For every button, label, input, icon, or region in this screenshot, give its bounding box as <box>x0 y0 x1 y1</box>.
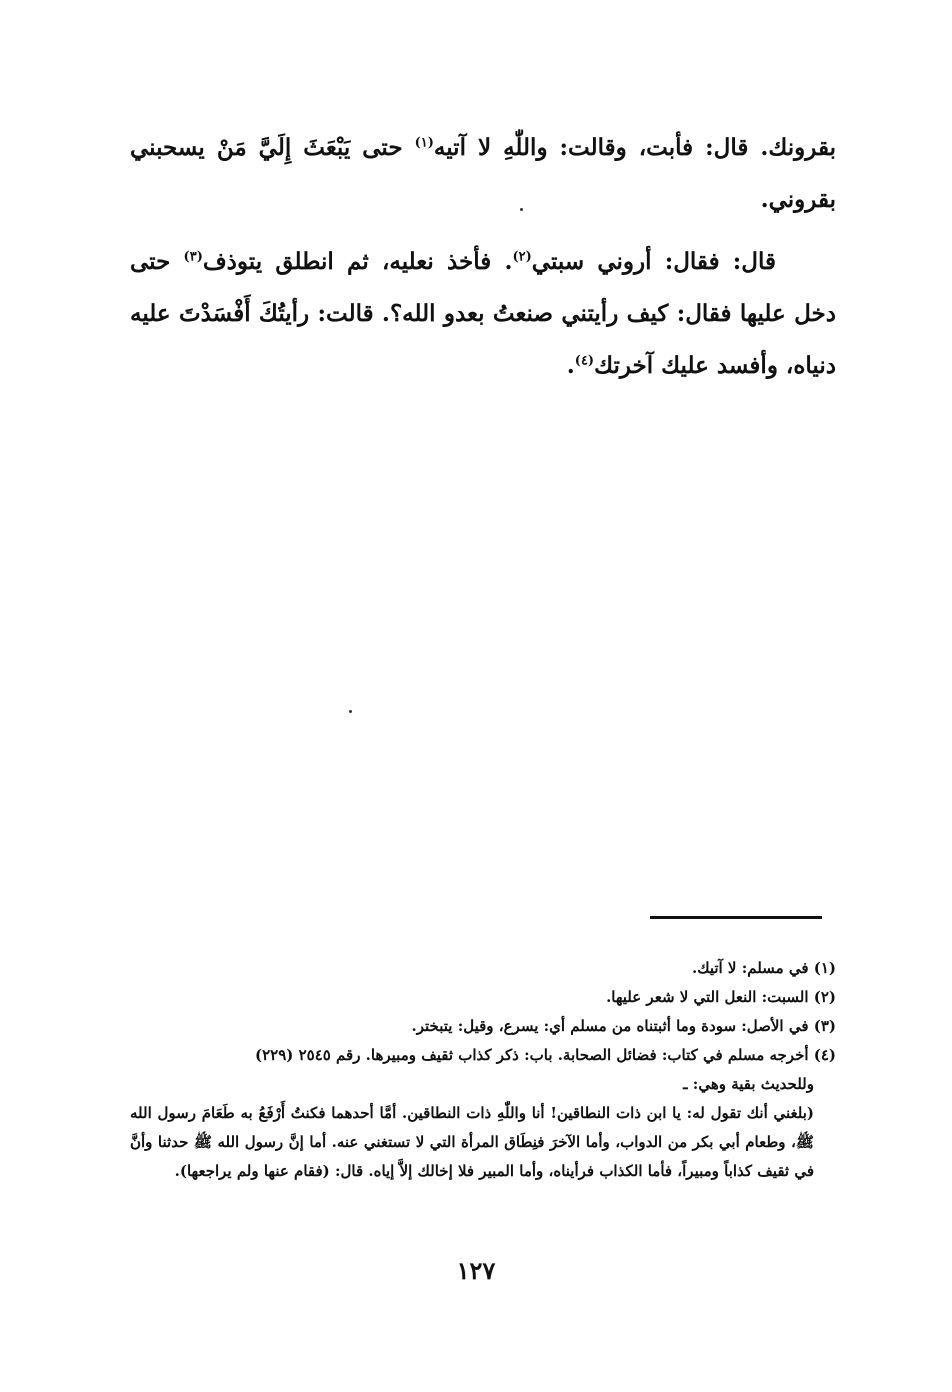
paragraph-1-text: بقرونك. قال: فأبت، وقالت: واللّٰهِ لا آتيه <box>433 134 837 161</box>
paragraph-2-text-a: قال: فقال: أروني سبتي <box>531 248 776 275</box>
footnote-ref-1: (١) <box>414 135 434 151</box>
footnote-4-quote: (بلغني أنك تقول له: يا ابن ذات النطاقين! أنا واللّٰهِ ذات النطاقين. أمَّا أحدهما فكنتُ أَرْفَعُ به طَعَامَ رسول الله ﷺ، وطعام أبي بكر من الدواب، وأما الآخرَ فنِطَاق المرأة التي لا تستغني عنه. أما إنَّ رسول الله ﷺ حدثنا وأنَّ في ثقيف كذاباً ومبيراً، فأما الكذاب فرأيناه، وأما المبير فلا إخالك إلاَّ إياه. قال: (فقام عنها ولم يراجعها). <box>130 1104 814 1180</box>
footnote-3: (٣) في الأصل: سودة وما أثبتناه من مسلم أي: يسرع، وقيل: يتبختر. <box>411 1017 836 1035</box>
paragraph-2-end: . <box>566 352 575 379</box>
paragraph-2-text-b: . فأخذ نعليه، ثم انطلق يتوذف <box>202 248 513 275</box>
main-text-body <box>130 122 836 392</box>
page-number: ١٢٧ <box>456 1256 496 1285</box>
footnote-ref-4: (٤) <box>574 353 595 369</box>
footnote-4: (٤) أخرجه مسلم في كتاب: فضائل الصحابة. باب: ذكر كذاب ثقيف ومبيرها. رقم ٢٥٤٥ (٢٢٩) <box>254 1046 836 1064</box>
footnote-ref-3: (٣) <box>183 249 203 265</box>
paragraph-1-continuation: حتى يَبْعَثَ إِلَيَّ مَنْ يسحبني بقروني. <box>130 134 836 213</box>
paragraph-2 <box>130 236 836 392</box>
footnote-4-continuation: وللحديث بقية وهي: ـ <box>683 1075 814 1093</box>
footnotes-section <box>130 954 836 1186</box>
paragraph-2-text-c: حتى دخل عليها فقال: كيف رأيتني صنعتُ بعدو الله؟. قالت: رأيتُكَ أَفْسَدْتَ عليه دنياه، وأفسد عليك آخرتك <box>130 248 836 379</box>
footnote-separator <box>650 916 822 919</box>
footnote-ref-2: (٢) <box>512 249 532 265</box>
paragraph-1 <box>130 122 836 226</box>
scan-speck <box>349 710 352 713</box>
scan-speck <box>520 208 523 211</box>
footnote-2: (٢) السبت: النعل التي لا شعر عليها. <box>606 988 836 1006</box>
footnote-1: (١) في مسلم: لا آتيك. <box>691 959 836 977</box>
